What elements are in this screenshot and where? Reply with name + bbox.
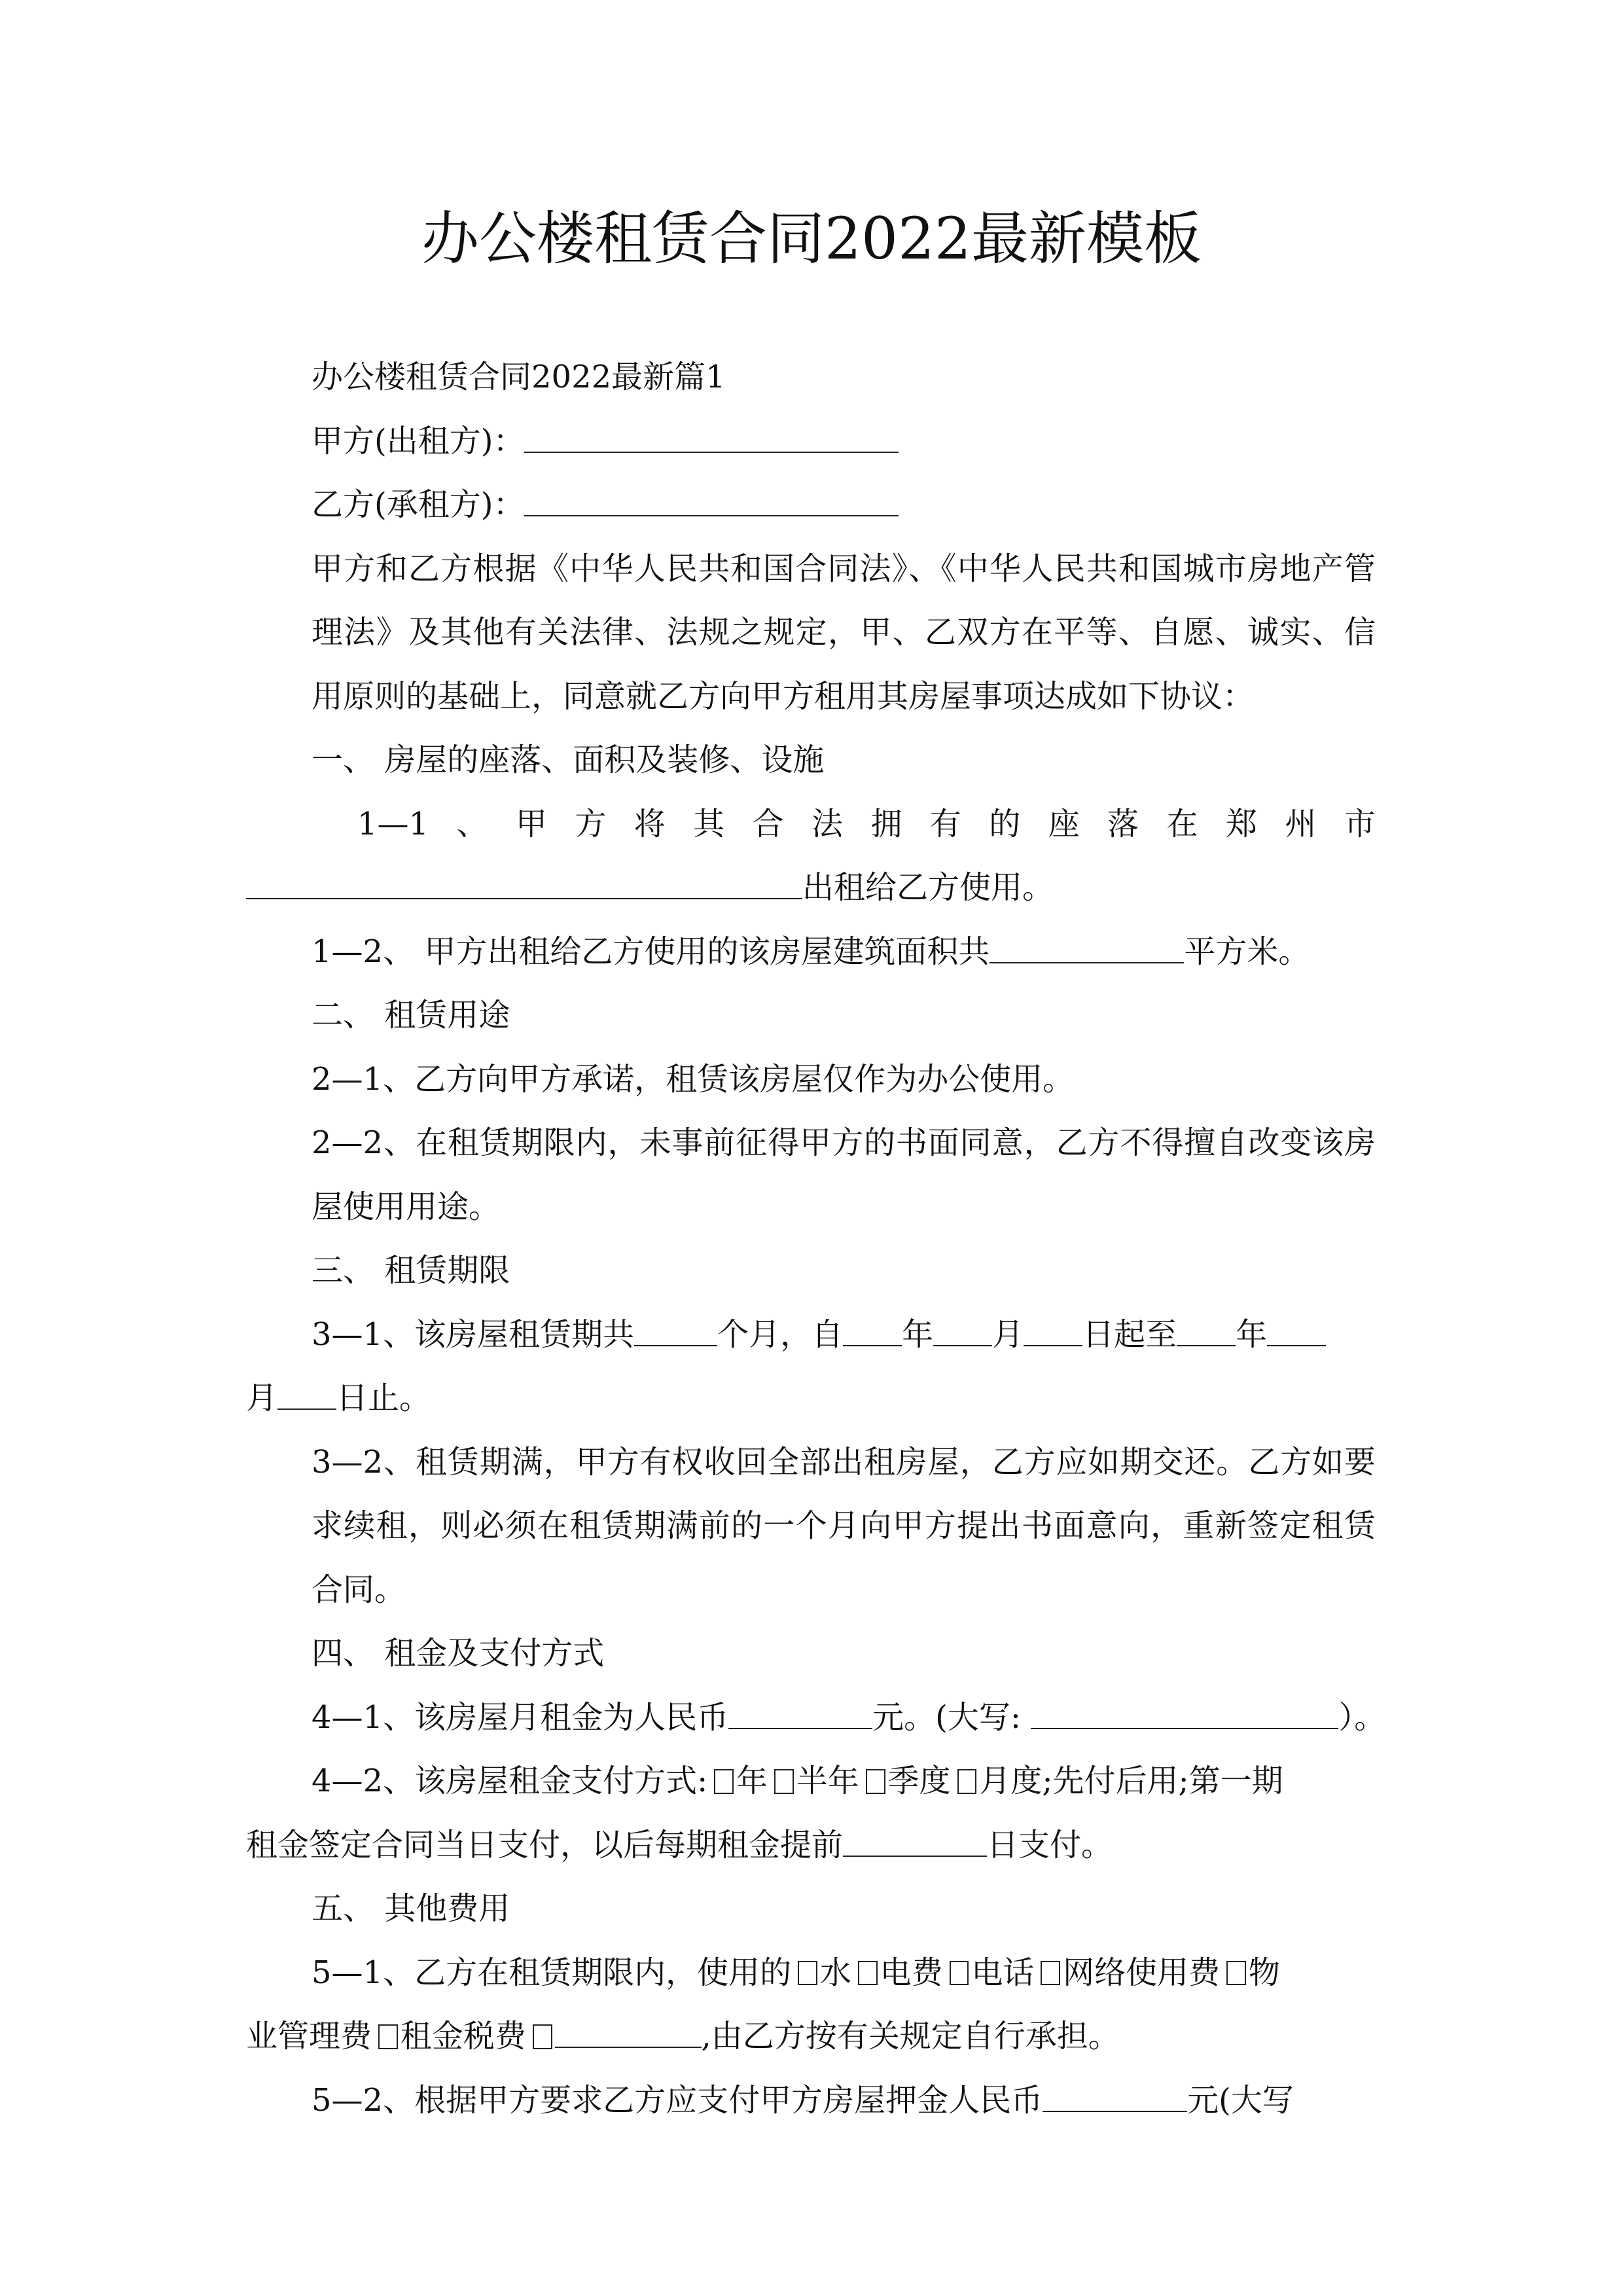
deposit-blank[interactable] <box>1043 2079 1187 2112</box>
start-day-blank[interactable] <box>1024 1314 1082 1346</box>
t: 网络使用费 <box>1063 1954 1221 1991</box>
clause-1-1-char: 、 <box>456 805 488 842</box>
checkbox-quarter[interactable] <box>866 1769 885 1793</box>
t: 日起至 <box>1082 1316 1177 1353</box>
clause-1-1-char: 合 <box>752 805 784 842</box>
preamble: 甲方和乙方根据《中华人民共和国合同法》、《中华人民共和国城市房地产管理法》及其他有关法律、法规之规定，甲、乙双方在平等、自愿、诚实、信用原则的基础上，同意就乙方向甲方租用其房屋事项达成如下协议： <box>312 550 1376 715</box>
t: 3—1、该房屋租赁期共 <box>312 1316 635 1353</box>
clause-1-1-char: 甲 <box>515 805 547 842</box>
end-year-blank[interactable] <box>1177 1314 1236 1346</box>
t: 4—1、该房屋月租金为人民币 <box>312 1698 729 1736</box>
end-day-blank[interactable] <box>277 1377 336 1410</box>
t: 物 <box>1248 1954 1280 1991</box>
clause-4-2-line2 <box>246 1814 1376 1878</box>
clause-1-2-text: 1—2、 甲方出租给乙方使用的该房屋建筑面积共 <box>312 933 990 970</box>
t: 电话 <box>971 1954 1035 1991</box>
months-blank[interactable] <box>634 1314 717 1346</box>
start-month-blank[interactable] <box>933 1314 992 1346</box>
party-b-label: 乙方(承租方)： <box>312 486 525 523</box>
t: 月 <box>246 1380 278 1416</box>
t: 年 <box>1236 1316 1268 1353</box>
clause-5-1-line2 <box>246 2005 1376 2069</box>
clause-1-1-char: 郑 <box>1225 805 1257 842</box>
clause-1-2 <box>246 920 1376 984</box>
area-blank[interactable] <box>990 931 1184 963</box>
checkbox-half-year[interactable] <box>774 1769 794 1793</box>
party-b-line <box>246 473 1376 537</box>
clause-3-2: 3—2、租赁期满，甲方有权收回全部出租房屋，乙方应如期交还。乙方如要求续租，则必须在租赁期满前的一个月向甲方提出书面意向，重新签定租赁合同。 <box>312 1443 1376 1608</box>
clause-2-2: 2—2、在租赁期限内，未事前征得甲方的书面同意，乙方不得擅自改变该房屋使用用途。 <box>312 1124 1376 1225</box>
t: 4—2、该房屋租金支付方式: <box>312 1763 708 1799</box>
clause-1-1-char: 座 <box>1048 805 1080 842</box>
clause-1-1-char: 市 <box>1344 805 1376 842</box>
document-body <box>246 346 1386 2132</box>
clause-5-2 <box>246 2069 1376 2133</box>
t: ）。 <box>1338 1698 1386 1736</box>
checkbox-network[interactable] <box>1041 1961 1060 1985</box>
clause-1-1-tail: 出租给乙方使用。 <box>802 869 1054 906</box>
party-a-line <box>246 410 1376 474</box>
checkbox-month[interactable] <box>957 1769 977 1793</box>
rent-words-blank[interactable] <box>1031 1696 1338 1729</box>
clause-1-1-char: 的 <box>989 805 1021 842</box>
party-a-label: 甲方(出租方)： <box>312 422 525 459</box>
clause-1-1-char: 其 <box>693 805 725 842</box>
section-1-heading: 一、 房屋的座落、面积及装修、设施 <box>312 742 825 778</box>
t: 元(大写 <box>1187 2081 1294 2119</box>
clause-1-1-char: 法 <box>812 805 844 842</box>
t: 半年 <box>796 1763 859 1799</box>
t: 年 <box>736 1763 768 1799</box>
party-a-blank[interactable] <box>524 420 899 453</box>
t: 5—1、乙方在租赁期限内，使用的 <box>312 1954 792 1991</box>
section-2-heading: 二、 租赁用途 <box>312 997 510 1033</box>
clause-4-2 <box>246 1749 1376 1814</box>
clause-1-1-char: 拥 <box>870 805 902 842</box>
t: 月 <box>992 1316 1024 1353</box>
clause-5-1 <box>246 1941 1376 2005</box>
checkbox-electricity[interactable] <box>858 1961 878 1985</box>
advance-days-blank[interactable] <box>843 1824 987 1857</box>
section-3-heading: 三、 租赁期限 <box>312 1252 510 1289</box>
section-4-heading: 四、 租金及支付方式 <box>312 1635 605 1672</box>
checkbox-water[interactable] <box>798 1961 817 1985</box>
rent-blank[interactable] <box>728 1696 872 1729</box>
t: ,由乙方按有关规定自行承担。 <box>701 2018 1120 2054</box>
clause-1-1-line2 <box>246 856 1376 920</box>
location-blank[interactable] <box>246 867 802 899</box>
t: 租金签定合同当日支付，以后每期租金提前 <box>246 1826 844 1863</box>
checkbox-rent-tax[interactable] <box>378 2024 398 2049</box>
party-b-blank[interactable] <box>524 484 899 516</box>
checkbox-phone[interactable] <box>950 1961 969 1985</box>
clause-1-2-unit: 平方米。 <box>1184 933 1310 970</box>
clause-1-1-char: 有 <box>929 805 961 842</box>
t: 电费 <box>880 1954 943 1991</box>
clause-3-1-line2 <box>246 1367 1376 1431</box>
clause-1-1-char: 方 <box>575 805 607 842</box>
clause-1-1-char: 州 <box>1285 805 1317 842</box>
clause-1-1-char: 将 <box>633 805 666 842</box>
t: 日止。 <box>336 1380 431 1416</box>
t: 年 <box>902 1316 934 1353</box>
t: 季度 <box>887 1763 951 1799</box>
checkbox-year[interactable] <box>714 1769 734 1793</box>
clause-4-1 <box>246 1686 1386 1750</box>
t: 月度;先付后用;第一期 <box>979 1763 1283 1799</box>
t: 水 <box>819 1954 851 1991</box>
clause-1-1-char: 1—1 <box>357 805 429 842</box>
clause-1-1 <box>246 793 1376 857</box>
other-fee-blank[interactable] <box>555 2015 702 2048</box>
t: 业管理费 <box>246 2018 372 2054</box>
t: 元。(大写: <box>872 1698 1031 1736</box>
section-5-heading: 五、 其他费用 <box>312 1890 510 1927</box>
checkbox-property[interactable] <box>1226 1961 1246 1985</box>
start-year-blank[interactable] <box>843 1314 902 1346</box>
end-month-blank-a[interactable] <box>1267 1314 1326 1346</box>
subtitle: 办公楼租赁合同2022最新篇1 <box>312 359 726 395</box>
clause-1-1-char: 在 <box>1166 805 1198 842</box>
checkbox-other[interactable] <box>533 2024 552 2049</box>
clause-1-1-char: 落 <box>1107 805 1139 842</box>
clause-2-1: 2—1、乙方向甲方承诺，租赁该房屋仅作为办公使用。 <box>312 1060 1075 1098</box>
t: 5—2、根据甲方要求乙方应支付甲方房屋押金人民币 <box>312 2081 1043 2119</box>
t: 日支付。 <box>987 1826 1113 1863</box>
document-title: 办公楼租赁合同2022最新模板 <box>421 205 1202 272</box>
t: 个月，自 <box>717 1316 844 1353</box>
clause-3-1 <box>246 1303 1376 1367</box>
t: 租金税费 <box>400 2018 526 2054</box>
